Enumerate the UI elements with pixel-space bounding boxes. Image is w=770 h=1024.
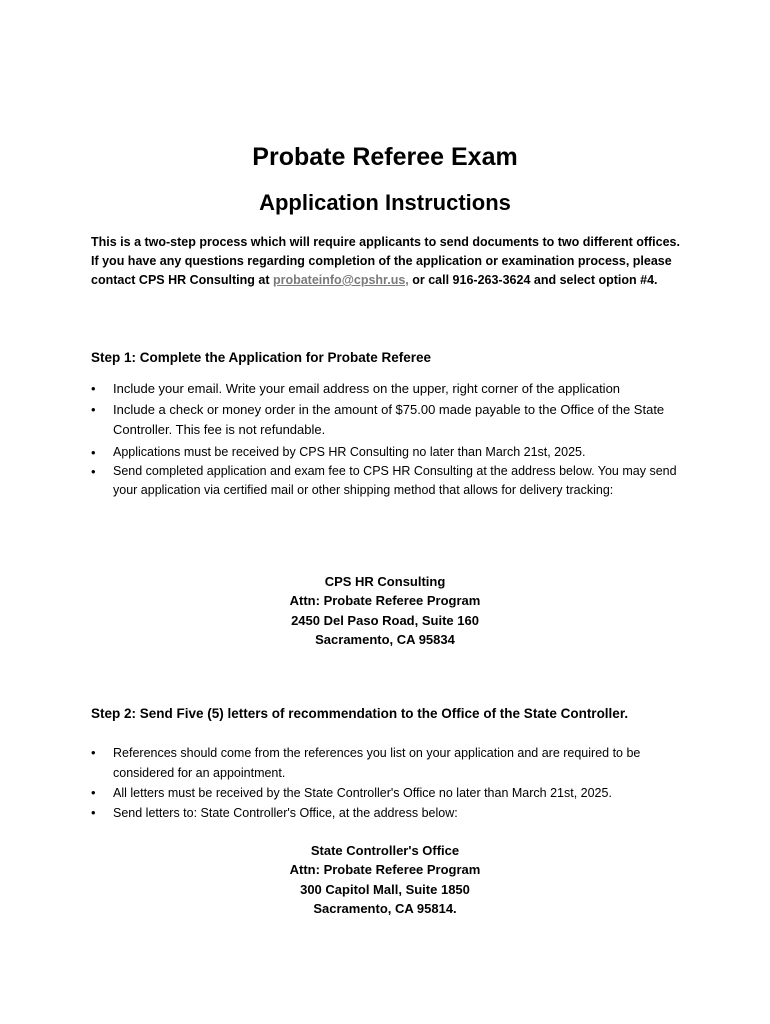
document-subtitle: Application Instructions [259, 190, 511, 215]
list-item [91, 379, 691, 399]
bullet-icon: • [91, 745, 96, 760]
address-line: Sacramento, CA 95814. [313, 900, 457, 916]
list-item-text: Send completed application and exam fee to CPS HR Consulting at the address below. You may send your application via certified mail or other shipping method that allows for delivery tracking: [113, 464, 677, 497]
list-item-text: Applications must be received by CPS HR Consulting no later than March 21st, 2025. [113, 445, 586, 459]
address-line: Sacramento, CA 95834 [315, 631, 455, 647]
intro-paragraph [91, 233, 691, 290]
list-item-text: References should come from the references you list on your application and are required to be considered for an appointment. [113, 746, 641, 780]
step2-heading: Step 2: Send Five (5) letters of recommendation to the Office of the State Controller. [91, 706, 629, 721]
bullet-icon: • [91, 402, 96, 417]
bullet-icon: • [91, 381, 96, 396]
bullet-icon: • [91, 805, 96, 820]
intro-text-after: or call 916-263-3624 and select option #4. [408, 273, 658, 287]
list-item [91, 743, 691, 783]
cps-address-block [0, 572, 770, 649]
address-line: Attn: Probate Referee Program [289, 862, 481, 878]
list-item [91, 462, 691, 500]
controller-address-block [0, 841, 770, 918]
list-item-text: All letters must be received by the State Controller's Office no later than March 21st, 2025. [113, 786, 612, 800]
list-item [91, 443, 691, 462]
list-item [91, 803, 691, 823]
bullet-icon: • [91, 785, 96, 800]
document-title: Probate Referee Exam [252, 143, 518, 171]
address-line: 300 Capitol Mall, Suite 1850 [300, 881, 470, 897]
step1-heading: Step 1: Complete the Application for Probate Referee [91, 350, 432, 365]
intro-text-before: This is a two-step process which will require applicants to send documents to two different offices. If you have any questions regarding completion of the application or examination process, please contact CPS HR Consulting at [91, 235, 680, 287]
list-item-text: Include your email. Write your email address on the upper, right corner of the application [113, 381, 621, 396]
email-link[interactable]: probateinfo@cpshr.us, [272, 273, 409, 287]
address-line: State Controller's Office [310, 843, 460, 858]
step1-list [91, 379, 691, 500]
list-item [91, 400, 691, 440]
bullet-icon: • [91, 445, 96, 460]
address-line: 2450 Del Paso Road, Suite 160 [291, 612, 479, 628]
list-item [91, 783, 691, 803]
bullet-icon: • [91, 464, 96, 479]
list-item-text: Include a check or money order in the amount of $75.00 made payable to the Office of the State Controller. This fee is not refundable. [113, 402, 665, 437]
address-line: Attn: Probate Referee Program [289, 593, 481, 609]
list-item-text: Send letters to: State Controller's Office, at the address below: [113, 806, 458, 820]
address-line: CPS HR Consulting [324, 574, 446, 589]
step2-list [91, 743, 691, 823]
